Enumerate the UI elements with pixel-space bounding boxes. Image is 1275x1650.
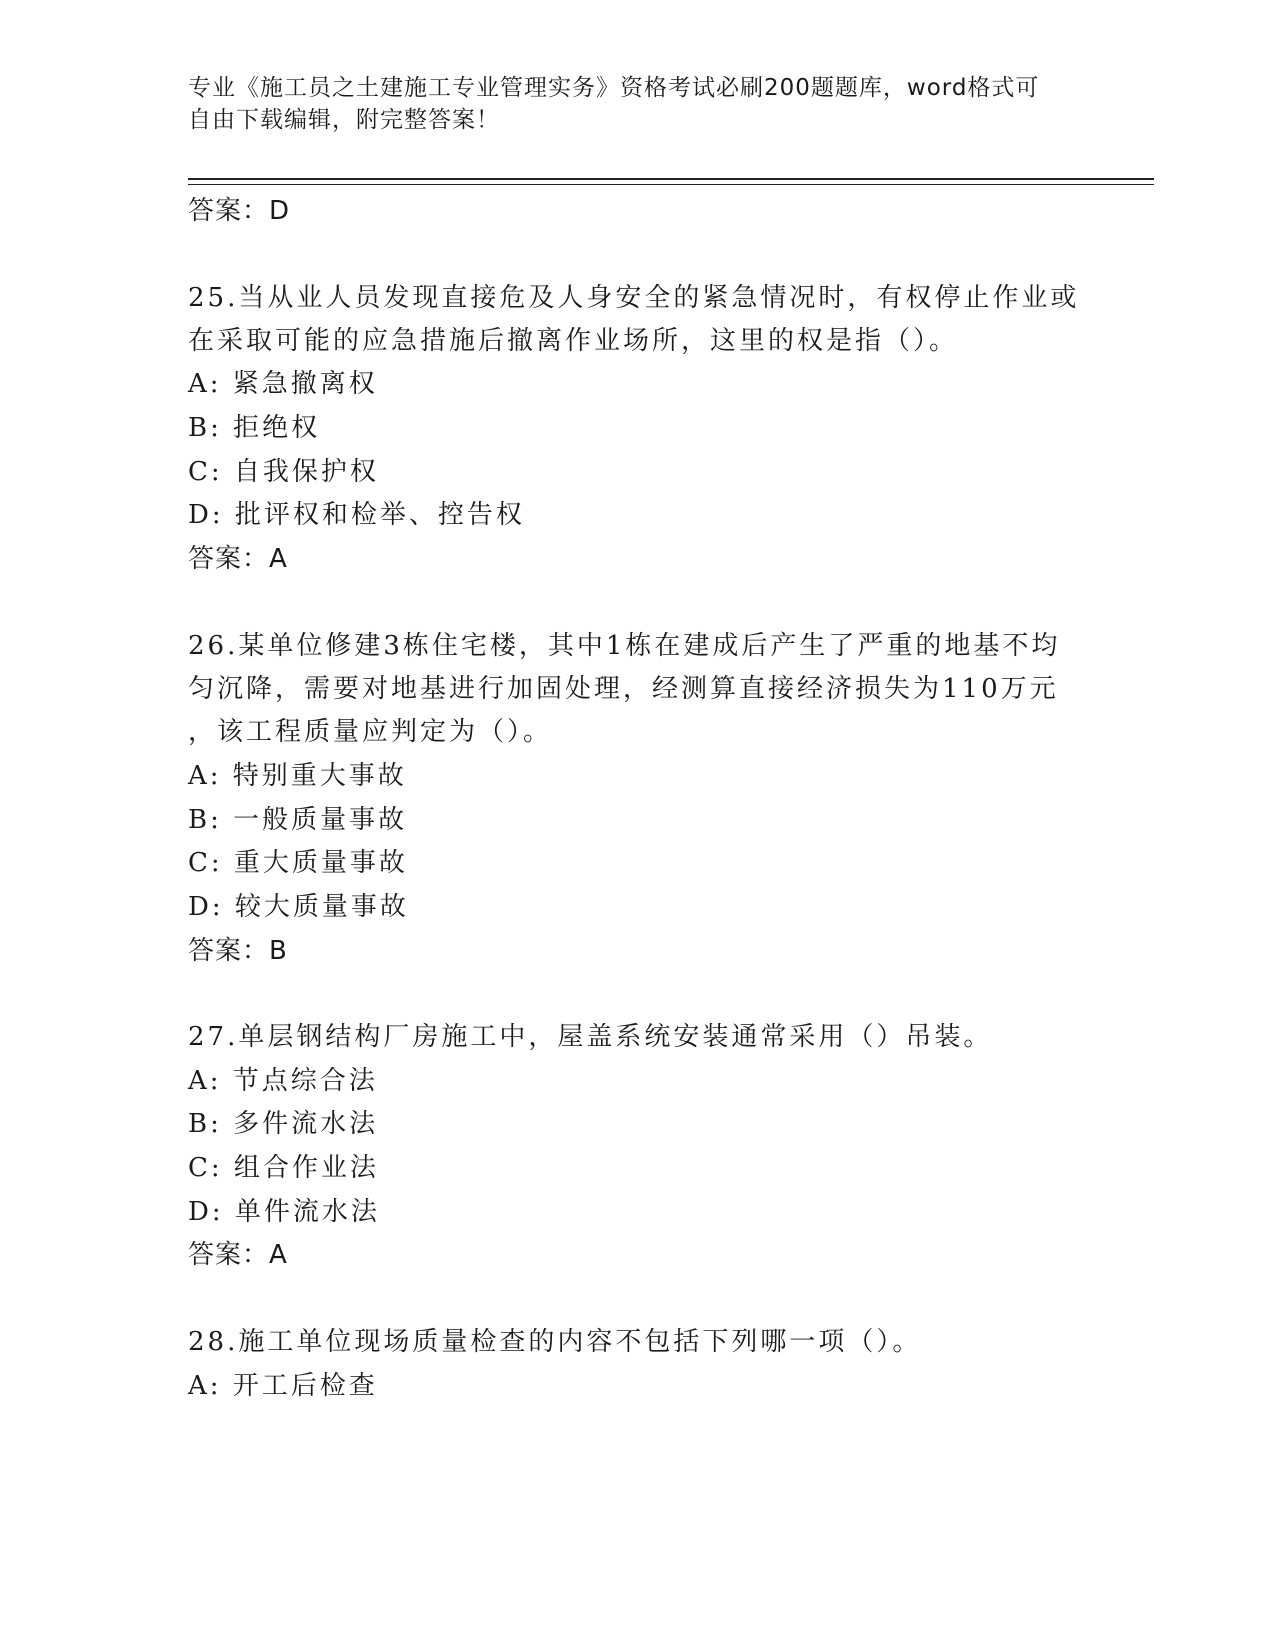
question-27-answer: 答案：A bbox=[188, 1240, 288, 1270]
question-26-option-c: C: 重大质量事故 bbox=[188, 848, 408, 878]
question-25-option-d: D: 批评权和检举、控告权 bbox=[188, 500, 525, 530]
question-26-option-a: A: 特别重大事故 bbox=[188, 761, 407, 791]
question-25-line-2: 在采取可能的应急措施后撤离作业场所，这里的权是指（）。 bbox=[188, 326, 959, 356]
question-28-line-1: 28.施工单位现场质量检查的内容不包括下列哪一项（）。 bbox=[188, 1327, 922, 1357]
question-27-option-b: B: 多件流水法 bbox=[188, 1109, 379, 1139]
header-line-1: 专业《施工员之土建施工专业管理实务》资格考试必刷200题题库，word格式可 bbox=[188, 75, 1040, 101]
question-26-answer: 答案：B bbox=[188, 936, 288, 966]
question-26-line-3: ，该工程质量应判定为（）。 bbox=[188, 717, 553, 747]
header-line-2: 自由下载编辑，附完整答案！ bbox=[188, 107, 500, 133]
question-25-option-b: B: 拒绝权 bbox=[188, 413, 321, 443]
header-rule-thick bbox=[188, 178, 1154, 180]
header-rule-thin bbox=[188, 184, 1154, 185]
question-26-line-2: 匀沉降，需要对地基进行加固处理，经测算直接经济损失为110万元 bbox=[188, 674, 1059, 704]
question-26-line-1: 26.某单位修建3栋住宅楼，其中1栋在建成后产生了严重的地基不均 bbox=[188, 631, 1061, 661]
document-header bbox=[188, 72, 1068, 136]
question-25-option-c: C: 自我保护权 bbox=[188, 457, 379, 487]
question-27-option-d: D: 单件流水法 bbox=[188, 1197, 380, 1227]
question-27-option-a: A: 节点综合法 bbox=[188, 1066, 378, 1096]
question-25-line-1: 25.当从业人员发现直接危及人身安全的紧急情况时，有权停止作业或 bbox=[188, 283, 1080, 313]
question-26-option-b: B: 一般质量事故 bbox=[188, 805, 408, 835]
question-27-option-c: C: 组合作业法 bbox=[188, 1153, 379, 1183]
question-27-line-1: 27.单层钢结构厂房施工中，屋盖系统安装通常采用（）吊装。 bbox=[188, 1022, 993, 1052]
question-28-option-a: A: 开工后检查 bbox=[188, 1371, 378, 1401]
question-25-option-a: A: 紧急撤离权 bbox=[188, 369, 378, 399]
prev-answer: 答案：D bbox=[188, 196, 291, 226]
question-26-option-d: D: 较大质量事故 bbox=[188, 892, 409, 922]
question-25-answer: 答案：A bbox=[188, 544, 288, 574]
